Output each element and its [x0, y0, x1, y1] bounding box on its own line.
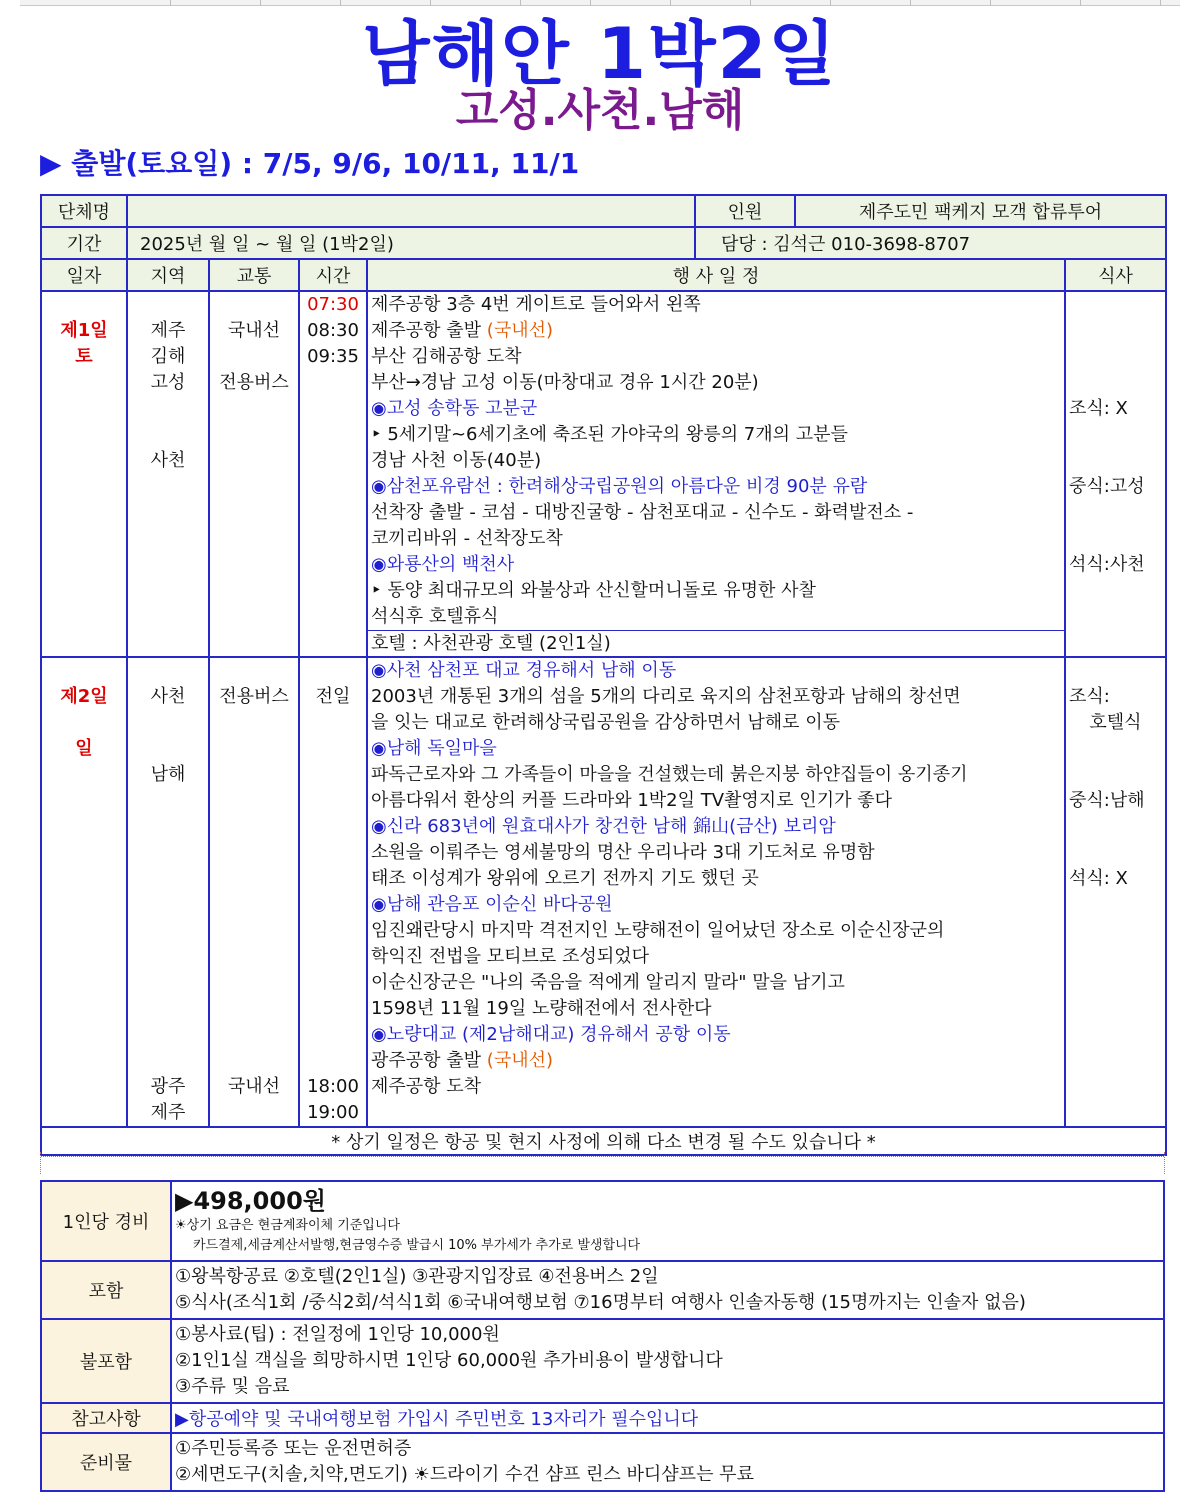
include-cell — [171, 1261, 1164, 1319]
schedule-line: 학익진 전법을 모티브로 조성되었다 — [371, 946, 649, 967]
schedule-line: 을 잇는 대교로 한려해상국립공원을 감상하면서 남해로 이동 — [371, 712, 841, 733]
schedule-line: ‣ 5세기말~6세기초에 축조된 가야국의 왕릉의 7개의 고분들 — [371, 424, 848, 445]
time: 19:00 — [307, 1102, 359, 1123]
day1-weekday: 토 — [75, 346, 93, 367]
day1-transports — [209, 291, 299, 657]
region: 광주 — [150, 1076, 186, 1097]
schedule-line: 석식후 호텔휴식 — [371, 606, 499, 627]
exclude-label: 불포함 — [41, 1319, 171, 1403]
people-label: 인원 — [695, 195, 795, 227]
schedule-line: 소원을 이뤄주는 영세불망의 명산 우리나라 3대 기도처로 유명함 — [371, 842, 875, 863]
col-schedule: 행 사 일 정 — [367, 259, 1065, 291]
reference-value: ▶항공예약 및 국내여행보험 가입시 주민번호 13자리가 필수입니다 — [171, 1403, 1164, 1433]
schedule-line: 태조 이성계가 왕위에 오르기 전까지 기도 했던 곳 — [371, 868, 759, 889]
schedule-line: 코끼리바위 - 선착장도착 — [371, 528, 563, 549]
exclude-line: ③주류 및 음료 — [175, 1376, 290, 1397]
schedule-text: 광주공항 출발 — [371, 1050, 482, 1071]
domestic-flight-tag: (국내선) — [486, 1050, 554, 1071]
schedule-line: 경남 사천 이동(40분) — [371, 450, 542, 471]
schedule-line — [371, 1048, 1061, 1074]
region: 사천 — [150, 686, 186, 707]
exclude-cell — [171, 1319, 1164, 1403]
meal: 조식: X — [1069, 398, 1128, 419]
meal: 중식:고성 — [1069, 476, 1145, 497]
schedule-line: 선착장 출발 - 코섬 - 대방진굴항 - 삼천포대교 - 신수도 - 화력발전소 - — [371, 502, 914, 523]
group-value — [127, 195, 695, 227]
domestic-flight-tag: (국내선) — [486, 320, 554, 341]
day1-times — [299, 291, 367, 657]
schedule-table — [40, 194, 1167, 1156]
manager-contact — [695, 227, 1166, 259]
cost-note: ☀상기 요금은 현금계좌이체 기준입니다 — [175, 1218, 400, 1233]
include-line: ⑤식사(조식1회 /중식2회/석식1회 ⑥국내여행보험 ⑦16명부터 여행사 인솔자동행 (15명까지는 인솔자 없음) — [175, 1292, 1026, 1313]
cost-label: 1인당 경비 — [41, 1181, 171, 1261]
period-label: 기간 — [41, 227, 127, 259]
meal: 조식: — [1069, 686, 1110, 707]
reference-label: 참고사항 — [41, 1403, 171, 1433]
day1-schedule — [367, 291, 1065, 657]
transport: 국내선 — [227, 1076, 281, 1097]
day2-meals — [1065, 657, 1166, 1127]
meal: 호텔식 — [1089, 712, 1142, 733]
preparation-line: ②세면도구(치솔,치약,면도기) ☀드라이기 수건 샴프 린스 바디샴프는 무료 — [175, 1464, 754, 1485]
region: 사천 — [150, 450, 186, 471]
col-meal: 식사 — [1065, 259, 1166, 291]
col-day: 일자 — [41, 259, 127, 291]
schedule-line: 이순신장군은 "나의 죽음을 적에게 알리지 말라" 말을 남기고 — [371, 972, 845, 993]
schedule-highlight: ◉남해 독일마을 — [371, 738, 497, 759]
region: 남해 — [150, 764, 186, 785]
preparation-line: ①주민등록증 또는 운전면허증 — [175, 1438, 412, 1459]
page-subtitle: 고성.사천.남해 — [455, 85, 745, 136]
schedule-line: 부산 김해공항 도착 — [371, 346, 522, 367]
manager-text: 담당 : 김석근 010-3698-8707 — [721, 234, 971, 255]
time: 18:00 — [307, 1076, 359, 1097]
info-table — [40, 1180, 1165, 1492]
schedule-line: 1598년 11월 19일 노량해전에서 전사한다 — [371, 998, 712, 1019]
schedule-text: 제주공항 출발 — [371, 320, 482, 341]
schedule-highlight: ◉사천 삼천포 대교 경유해서 남해 이동 — [371, 660, 677, 681]
preparation-label: 준비물 — [41, 1433, 171, 1491]
schedule-line: ‣ 동양 최대규모의 와불상과 산신할머니돌로 유명한 사찰 — [371, 580, 816, 601]
include-label: 포함 — [41, 1261, 171, 1319]
transport: 국내선 — [227, 320, 281, 341]
people-value: 제주도민 팩케지 모객 합류투어 — [795, 195, 1166, 227]
schedule-line: 부산→경남 고성 이동(마창대교 경유 1시간 20분) — [371, 372, 759, 393]
schedule-highlight: ◉노량대교 (제2남해대교) 경유해서 공항 이동 — [371, 1024, 731, 1045]
exclude-line: ②1인1실 객실을 희망하시면 1인당 60,000원 추가비용이 발생합니다 — [175, 1350, 723, 1371]
cost-note: 카드결제,세금계산서발행,현금영수증 발급시 10% 부가세가 추가로 발생합니다 — [193, 1238, 641, 1253]
col-transport: 교통 — [209, 259, 299, 291]
day1-meals — [1065, 291, 1166, 657]
region: 고성 — [150, 372, 186, 393]
hotel-info: 호텔 : 사천관광 호텔 (2인1실) — [368, 630, 1064, 656]
meal: 중식:남해 — [1069, 790, 1145, 811]
schedule-line: 아름다워서 환상의 커플 드라마와 1박2일 TV촬영지로 인기가 좋다 — [371, 790, 892, 811]
schedule-highlight: ◉삼천포유람선 : 한려해상국립공원의 아름다운 비경 90분 유람 — [371, 476, 868, 497]
meal: 석식: X — [1069, 868, 1128, 889]
schedule-highlight: ◉신라 683년에 원효대사가 창건한 남해 錦山(금산) 보리암 — [371, 816, 836, 837]
time: 08:30 — [307, 320, 359, 341]
schedule-note: * 상기 일정은 항공 및 현지 사정에 의해 다소 변경 될 수도 있습니다 * — [41, 1127, 1166, 1155]
schedule-line: 제주공항 3층 4번 게이트로 들어와서 왼쪽 — [371, 294, 701, 315]
cost-price: ▶498,000원 — [175, 1187, 326, 1215]
col-time: 시간 — [299, 259, 367, 291]
group-label: 단체명 — [41, 195, 127, 227]
time: 07:30 — [307, 294, 359, 315]
transport: 전용버스 — [219, 372, 289, 393]
day2-label: 제2일 — [60, 686, 108, 707]
preparation-cell — [171, 1433, 1164, 1491]
day1-cell — [41, 291, 127, 657]
cost-cell — [171, 1181, 1164, 1261]
day2-times — [299, 657, 367, 1127]
day2-schedule — [367, 657, 1065, 1127]
section-divider — [40, 1152, 1165, 1174]
region: 제주 — [150, 1102, 186, 1123]
day2-weekday: 일 — [75, 738, 93, 759]
exclude-line: ①봉사료(팁) : 전일정에 1인당 10,000원 — [175, 1324, 500, 1345]
schedule-highlight: ◉와룡산의 백천사 — [371, 554, 515, 575]
day2-row — [41, 657, 1166, 1127]
day2-cell — [41, 657, 127, 1127]
col-region: 지역 — [127, 259, 209, 291]
schedule-line — [371, 318, 1061, 344]
time: 전일 — [315, 686, 351, 707]
departure-dates: ▶ 출발(토요일) : 7/5, 9/6, 10/11, 11/1 — [40, 147, 580, 180]
page-title: 남해안 1박2일 — [362, 13, 838, 95]
day1-label: 제1일 — [60, 320, 108, 341]
time: 09:35 — [307, 346, 359, 367]
schedule-highlight: ◉남해 관음포 이순신 바다공원 — [371, 894, 613, 915]
day2-transports — [209, 657, 299, 1127]
schedule-line: 제주공항 도착 — [371, 1076, 482, 1097]
transport: 전용버스 — [219, 686, 289, 707]
day1-row — [41, 291, 1166, 657]
meal: 석식:사천 — [1069, 554, 1145, 575]
period-value: 2025년 월 일 ~ 월 일 (1박2일) — [127, 227, 695, 259]
day1-regions — [127, 291, 209, 657]
schedule-highlight: ◉고성 송학동 고분군 — [371, 398, 538, 419]
include-line: ①왕복항공료 ②호텔(2인1실) ③관광지입장료 ④전용버스 2일 — [175, 1266, 659, 1287]
schedule-line: 2003년 개통된 3개의 섬을 5개의 다리로 육지의 삼천포항과 남해의 창선면 — [371, 686, 961, 707]
region: 김해 — [150, 346, 186, 367]
schedule-line: 임진왜란당시 마지막 격전지인 노량해전이 일어났던 장소로 이순신장군의 — [371, 920, 945, 941]
day2-regions — [127, 657, 209, 1127]
ruler — [20, 0, 1180, 6]
region: 제주 — [150, 320, 186, 341]
schedule-line: 파독근로자와 그 가족들이 마을을 건설했는데 붉은지붕 하얀집들이 옹기종기 — [371, 764, 968, 785]
